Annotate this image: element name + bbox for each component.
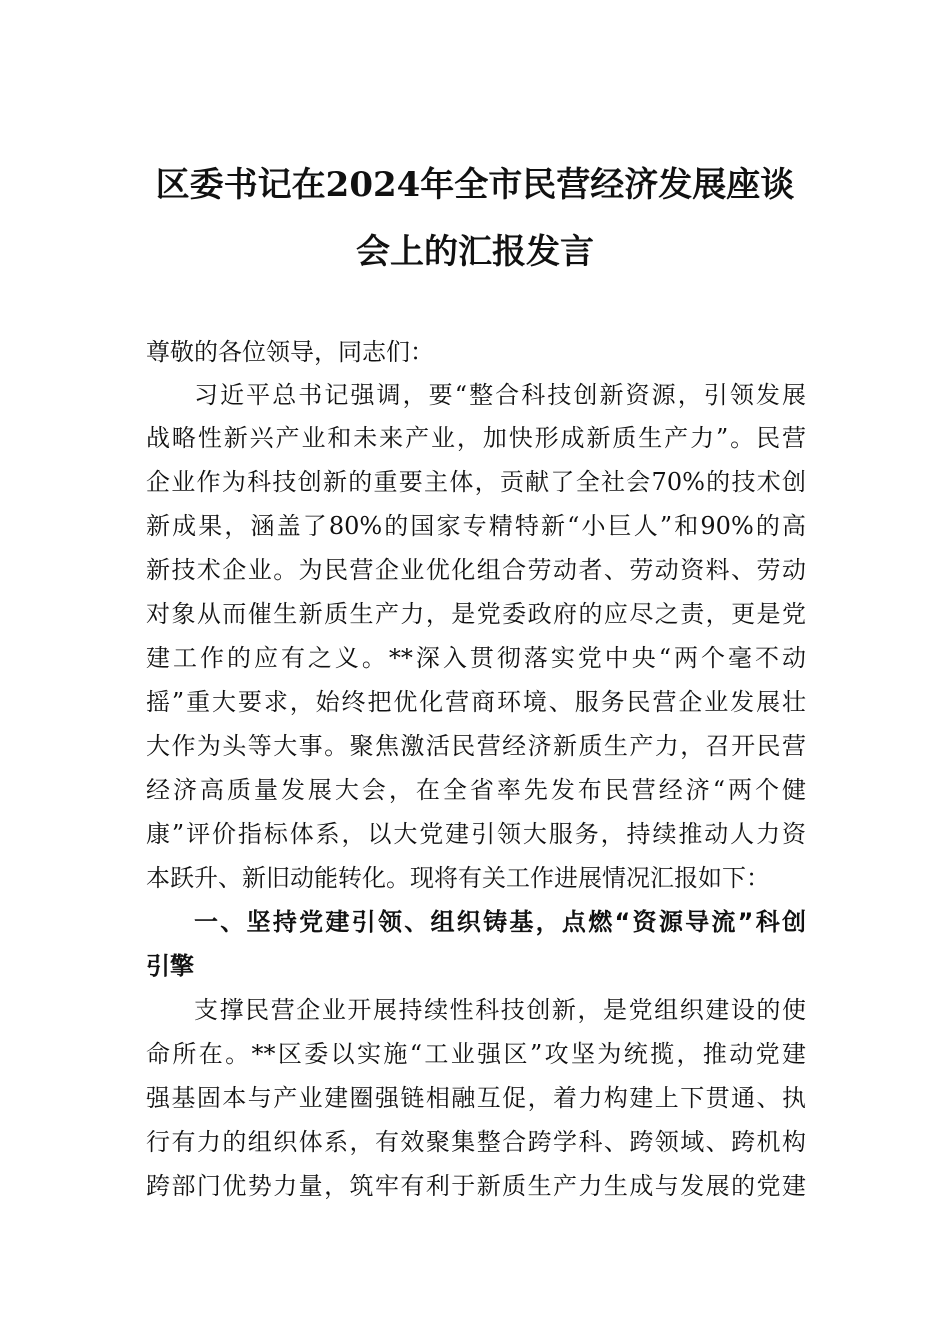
- paragraph-1-line: 康”评价指标体系，以大党建引领大服务，持续推动人力资: [146, 820, 806, 848]
- paragraph-1-line: 大作为头等大事。聚焦激活民营经济新质生产力，召开民营: [146, 732, 806, 760]
- document-title-line-2: 会上的汇报发言: [356, 232, 594, 272]
- paragraph-1-line: 摇”重大要求，始终把优化营商环境、服务民营企业发展壮: [146, 688, 806, 716]
- section-heading-1-line: 引擎: [146, 952, 194, 980]
- section-heading-1-line: 一、坚持党建引领、组织铸基，点燃“资源导流”科创: [194, 908, 806, 936]
- paragraph-2-line: 跨部门优势力量，筑牢有利于新质生产力生成与发展的党建: [146, 1172, 806, 1200]
- paragraph-2-line: 强基固本与产业建圈强链相融互促，着力构建上下贯通、执: [146, 1084, 806, 1112]
- paragraph-1-line: 对象从而催生新质生产力，是党委政府的应尽之责，更是党: [146, 600, 806, 628]
- paragraph-1-line: 建工作的应有之义。**深入贯彻落实党中央“两个毫不动: [146, 644, 806, 672]
- paragraph-1-line: 企业作为科技创新的重要主体，贡献了全社会70%的技术创: [146, 468, 806, 496]
- paragraph-2-line: 命所在。**区委以实施“工业强区”攻坚为统揽，推动党建: [146, 1040, 806, 1068]
- paragraph-1-line: 战略性新兴产业和未来产业，加快形成新质生产力”。民营: [146, 424, 806, 452]
- paragraph-1-line: 习近平总书记强调，要“整合科技创新资源，引领发展: [194, 381, 806, 409]
- salutation: 尊敬的各位领导，同志们：: [146, 338, 434, 366]
- paragraph-1-line: 新成果，涵盖了80%的国家专精特新“小巨人”和90%的高: [146, 512, 806, 540]
- paragraph-1-line: 新技术企业。为民营企业优化组合劳动者、劳动资料、劳动: [146, 556, 806, 584]
- document-title-line-1: 区委书记在2024年全市民营经济发展座谈: [155, 165, 795, 205]
- paragraph-1-line: 本跃升、新旧动能转化。现将有关工作进展情况汇报如下：: [146, 864, 770, 892]
- paragraph-2-line: 支撑民营企业开展持续性科技创新，是党组织建设的使: [194, 996, 806, 1024]
- paragraph-1-line: 经济高质量发展大会，在全省率先发布民营经济“两个健: [146, 776, 806, 804]
- paragraph-2-line: 行有力的组织体系，有效聚集整合跨学科、跨领域、跨机构: [146, 1128, 806, 1156]
